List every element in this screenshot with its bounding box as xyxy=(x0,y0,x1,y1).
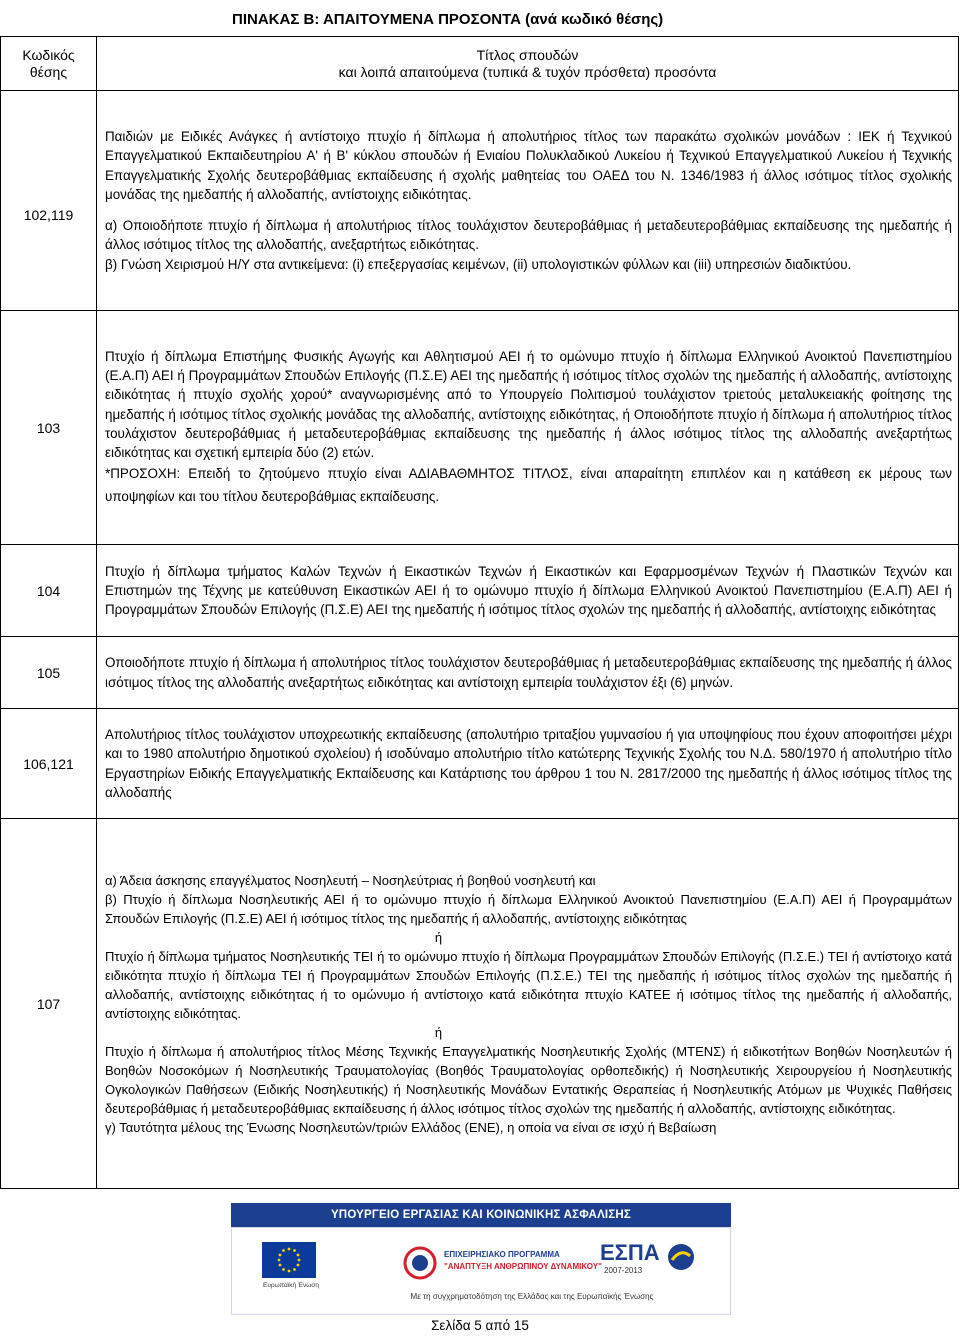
row-text-block: Οποιοδήποτε πτυχίο ή δίπλωμα ή απολυτήριος τίτλος τουλάχιστον δευτεροβάθμιας ή μεταδευτεροβάθμιας εκπαίδευσης της ημεδαπής ή άλλος ισότιμος τίτλος της αλλοδαπής ανεξαρτήτως ειδικότητας και αντίστοιχη εμπειρία τουλάχιστον έξι (6) μηνών. xyxy=(105,655,952,690)
row-description xyxy=(97,709,959,819)
page-number: Σελίδα 5 από 15 xyxy=(431,1318,529,1333)
requirements-table xyxy=(0,36,959,1189)
table-row xyxy=(1,91,959,311)
espa-emblem-icon xyxy=(666,1242,696,1272)
header-desc-line1: Τίτλος σπουδών xyxy=(476,46,579,63)
row-text-block: β) Πτυχίο ή δίπλωμα Νοσηλευτικής ΑΕΙ ή το ομώνυμο πτυχίο ή δίπλωμα Ελληνικού Ανοικτού Πανεπιστημίου (Ε.Α.Π) ΑΕΙ ή Προγραμμάτων Σπουδών Επιλογής (Π.Σ.Ε) ΑΕΙ ή ισότιμος τίτλος της ημεδαπής ή αλλοδαπής, αντίστοιχης ειδικότητας xyxy=(105,891,952,926)
program-emblem-icon xyxy=(400,1246,440,1280)
funding-banner xyxy=(231,1203,731,1315)
eu-flag-icon xyxy=(262,1242,316,1278)
row-code: 105 xyxy=(1,637,97,709)
row-text-block: Απολυτήριος τίτλος τουλάχιστον υποχρεωτικής εκπαίδευσης (απολυτήριο τριταξίου γυμνασίου ή για υποψηφίους που έχουν αποφοιτήσει μέχρι και το 1980 απολυτήριο δημοτικού σχολείου) ή ισοδύναμο απολυτήριο τίτλο κατώτερης Τεχνικής Σχολής του Ν.Δ. 580/1970 ή απολυτήριο τίτλο Εργαστηρίων Ειδικής Επαγγελματικής Εκπαίδευσης και Κατάρτισης του άρθρου 1 του Ν. 2817/2000 της ημεδαπής ή άλλος ισότιμος τίτλος της αλλοδαπής xyxy=(105,727,952,800)
row-text-block: γ) Ταυτότητα μέλους της Ένωσης Νοσηλευτών/τριών Ελλάδος (ΕΝΕ), η οποία να είναι σε ισχύ ή Βεβαίωση xyxy=(105,1119,717,1135)
row-code: 102,119 xyxy=(1,91,97,311)
row-text-block: Πτυχίο ή δίπλωμα τμήματος Καλών Τεχνών ή Εικαστικών Τεχνών ή Εικαστικών και Εφαρμοσμένων Τεχνών ή Πλαστικών Τεχνών και Επιστημών της Τέχνης με κατεύθυνση Εικαστικών ΑΕΙ ή το ομώνυμο πτυχίο ή δίπλωμα Ελληνικού Ανοικτού Πανεπιστημίου (Ε.Α.Π) ΑΕΙ ή Προγραμμάτων Σπουδών Επιλογής (Π.Σ.Ε) ΑΕΙ της ημεδαπής ή ισότιμος τίτλος σχολών της ημεδαπής ή αλλοδαπής, αντίστοιχης ειδικότητας xyxy=(105,563,952,618)
row-text-block: β) Γνώση Χειρισμού Η/Υ στα αντικείμενα: (i) επεξεργασίας κειμένων, (ii) υπολογιστικών φύλλων και (iii) υπηρεσιών διαδικτύου. xyxy=(105,256,852,272)
row-description xyxy=(97,637,959,709)
program-logo xyxy=(400,1246,602,1280)
header-desc-cell xyxy=(97,37,959,91)
page-title: ΠΙΝΑΚΑΣ Β: ΑΠΑΙΤΟΥΜΕΝΑ ΠΡΟΣΟΝΤΑ (ανά κωδικό θέσης) xyxy=(232,11,664,28)
table-row xyxy=(1,709,959,819)
table-row xyxy=(1,545,959,637)
table-row xyxy=(1,637,959,709)
row-text-block: Πτυχίο ή δίπλωμα ή απολυτήριος τίτλος Μέσης Τεχνικής Επαγγελματικής Νοσηλευτικής Σχολής (ΜΤΕΝΣ) ή ειδικοτήτων Βοηθών Νοσηλευτών ή Βοηθών Νοσοκόμων ή Νοσηλευτικής Τραυματολογίας (Βοηθός Τραυματολογίας ορθοπεδικής) ή Νοσηλευτικής Χειρουργείου ή Νοσηλευτικής Ογκολογικών Παθήσεων (Ειδικής Νοσηλευτικής) ή Νοσηλευτικής Μονάδων Εντατικής Θεραπείας ή Νοσηλευτικής Ατόμων με Ψυχικές Παθήσεις δευτεροβάθμιας ή μεταδευτεροβάθμιας εκπαίδευσης ή άλλος ισότιμος τίτλος σχολών της ημεδαπής ή αλλοδαπής, αντίστοιχης ειδικότητας. xyxy=(105,1043,952,1116)
row-description xyxy=(97,311,959,545)
row-code: 106,121 xyxy=(1,709,97,819)
table-header-row xyxy=(1,37,959,91)
row-text-block: Πτυχίο ή δίπλωμα τμήματος Νοσηλευτικής ΤΕΙ ή το ομώνυμο πτυχίο ή δίπλωμα Προγραμμάτων Σπουδών Επιλογής (Π.Σ.Ε.) ΤΕΙ ή αντίστοιχο κατά ειδικότητα πτυχίο ή δίπλωμα ΤΕΙ ή Προγραμμάτων Σπουδών Επιλογής (Π.Σ.Ε.) ΤΕΙ της ημεδαπής ή ισότιμος τίτλος σχολών της ημεδαπής ή αλλοδαπής, αντίστοιχης ειδικότητας ή το ομώνυμο ή αντίστοιχο κατά ειδικότητα πτυχίο ΚΑΤΕΕ ή ισότιμος τίτλος της ημεδαπής ή αλλοδαπής, αντίστοιχης ειδικότητας. xyxy=(105,948,952,1021)
row-text-block: Πτυχίο ή δίπλωμα Επιστήμης Φυσικής Αγωγής και Αθλητισμού ΑΕΙ ή το ομώνυμο πτυχίο ή δίπλωμα Ελληνικού Ανοικτού Πανεπιστημίου (Ε.Α.Π) ΑΕΙ ή Προγραμμάτων Σπουδών Επιλογής (Π.Σ.Ε) ΑΕΙ της ημεδαπής ή ισότιμος τίτλος σχολών της ημεδαπής ή αλλοδαπής, αντίστοιχης ειδικότητας ή πτυχίο σχολής χορού* αναγνωρισμένης από το Υπουργείο Πολιτισμού τουλάχιστον τριετούς μεταλυκειακής φοίτησης της ημεδαπής ή ισότιμος τίτλος σχολικής μονάδας της αλλοδαπής, αντίστοιχης ειδικότητας, ή Οποιοδήποτε πτυχίο ή δίπλωμα ή απολυτήριος τίτλος τουλάχιστον δευτεροβάθμιας ή μεταδευτεροβάθμιας εκπαίδευσης της ημεδαπής ή άλλος ισότιμος τίτλος της αλλοδαπής ανεξαρτήτως ειδικότητας και σχετική εμπειρία δύο (2) ετών. xyxy=(105,348,952,460)
header-code-label: Κωδικός θέσης xyxy=(22,46,75,80)
row-text-block: Παιδιών με Ειδικές Ανάγκες ή αντίστοιχο πτυχίο ή δίπλωμα ή απολυτήριος τίτλος των παρακάτω σχολικών μονάδων : ΙΕΚ ή Τεχνικού Επαγγελματικού Εκπαιδευτηρίου Α' ή Β' κύκλου σπουδών ή Ενιαίου Πολυκλαδικού Λυκείου ή Τεχνικού Επαγγελματικού Λυκείου ή Τεχνικής Επαγγελματικής Σχολής δευτεροβάθμιας εκπαίδευσης ή σχολής μαθητείας του ΟΑΕΔ του Ν. 1346/1983 ή άλλος ισότιμος τίτλος σχολικής μονάδας της ημεδαπής ή αλλοδαπής, αντίστοιχης ειδικότητας. xyxy=(105,129,952,202)
table-row xyxy=(1,311,959,545)
row-text-block: *ΠΡΟΣΟΧΗ: Επειδή το ζητούμενο πτυχίο είναι ΑΔΙΑΒΑΘΜΗΤΟΣ ΤΙΤΛΟΣ, είναι απαραίτητη επιπλέον και η κατάθεση εκ μέρους των υποψηφίων και του τίτλου δευτεροβάθμιας εκπαίδευσης. xyxy=(105,466,952,505)
row-text-block: ή xyxy=(434,929,443,945)
row-code: 107 xyxy=(1,819,97,1189)
espa-label: ΕΣΠΑ xyxy=(600,1240,660,1265)
row-description xyxy=(97,545,959,637)
banner-caption: Με τη συγχρηματοδότηση της Ελλάδας και της Ευρωπαϊκής Ένωσης xyxy=(410,1292,654,1301)
header-code-cell xyxy=(1,37,97,91)
row-description xyxy=(97,819,959,1189)
row-text-block: ή xyxy=(434,1024,443,1040)
row-text-block: α) Οποιοδήποτε πτυχίο ή δίπλωμα ή απολυτήριος τίτλος τουλάχιστον δευτεροβάθμιας ή μεταδευτεροβάθμιας εκπαίδευσης της ημεδαπής ή άλλος ισότιμος τίτλος της αλλοδαπής, ανεξαρτήτως ειδικότητας. xyxy=(105,218,952,253)
program-line1: ΕΠΙΧΕΙΡΗΣΙΑΚΟ ΠΡΟΓΡΑΜΜΑ xyxy=(444,1250,560,1259)
eu-caption: Ευρωπαϊκή Ένωση xyxy=(263,1282,319,1289)
header-desc-line2: και λοιπά απαιτούμενα (τυπικά & τυχόν πρόσθετα) προσόντα xyxy=(338,63,717,80)
row-text-block: α) Άδεια άσκησης επαγγέλματος Νοσηλευτή – Νοσηλεύτριας ή βοηθού νοσηλευτή και xyxy=(105,872,596,888)
table-row xyxy=(1,819,959,1189)
espa-logo xyxy=(600,1240,700,1278)
banner-logos xyxy=(231,1227,731,1315)
row-code: 104 xyxy=(1,545,97,637)
program-line2: "ΑΝΑΠΤΥΞΗ ΑΝΘΡΩΠΙΝΟΥ ΔΥΝΑΜΙΚΟΥ" xyxy=(444,1262,602,1271)
row-description xyxy=(97,91,959,311)
banner-heading: ΥΠΟΥΡΓΕΙΟ ΕΡΓΑΣΙΑΣ ΚΑΙ ΚΟΙΝΩΝΙΚΗΣ ΑΣΦΑΛΙΣΗΣ xyxy=(231,1203,731,1227)
espa-years: 2007-2013 xyxy=(604,1266,643,1275)
row-code: 103 xyxy=(1,311,97,545)
